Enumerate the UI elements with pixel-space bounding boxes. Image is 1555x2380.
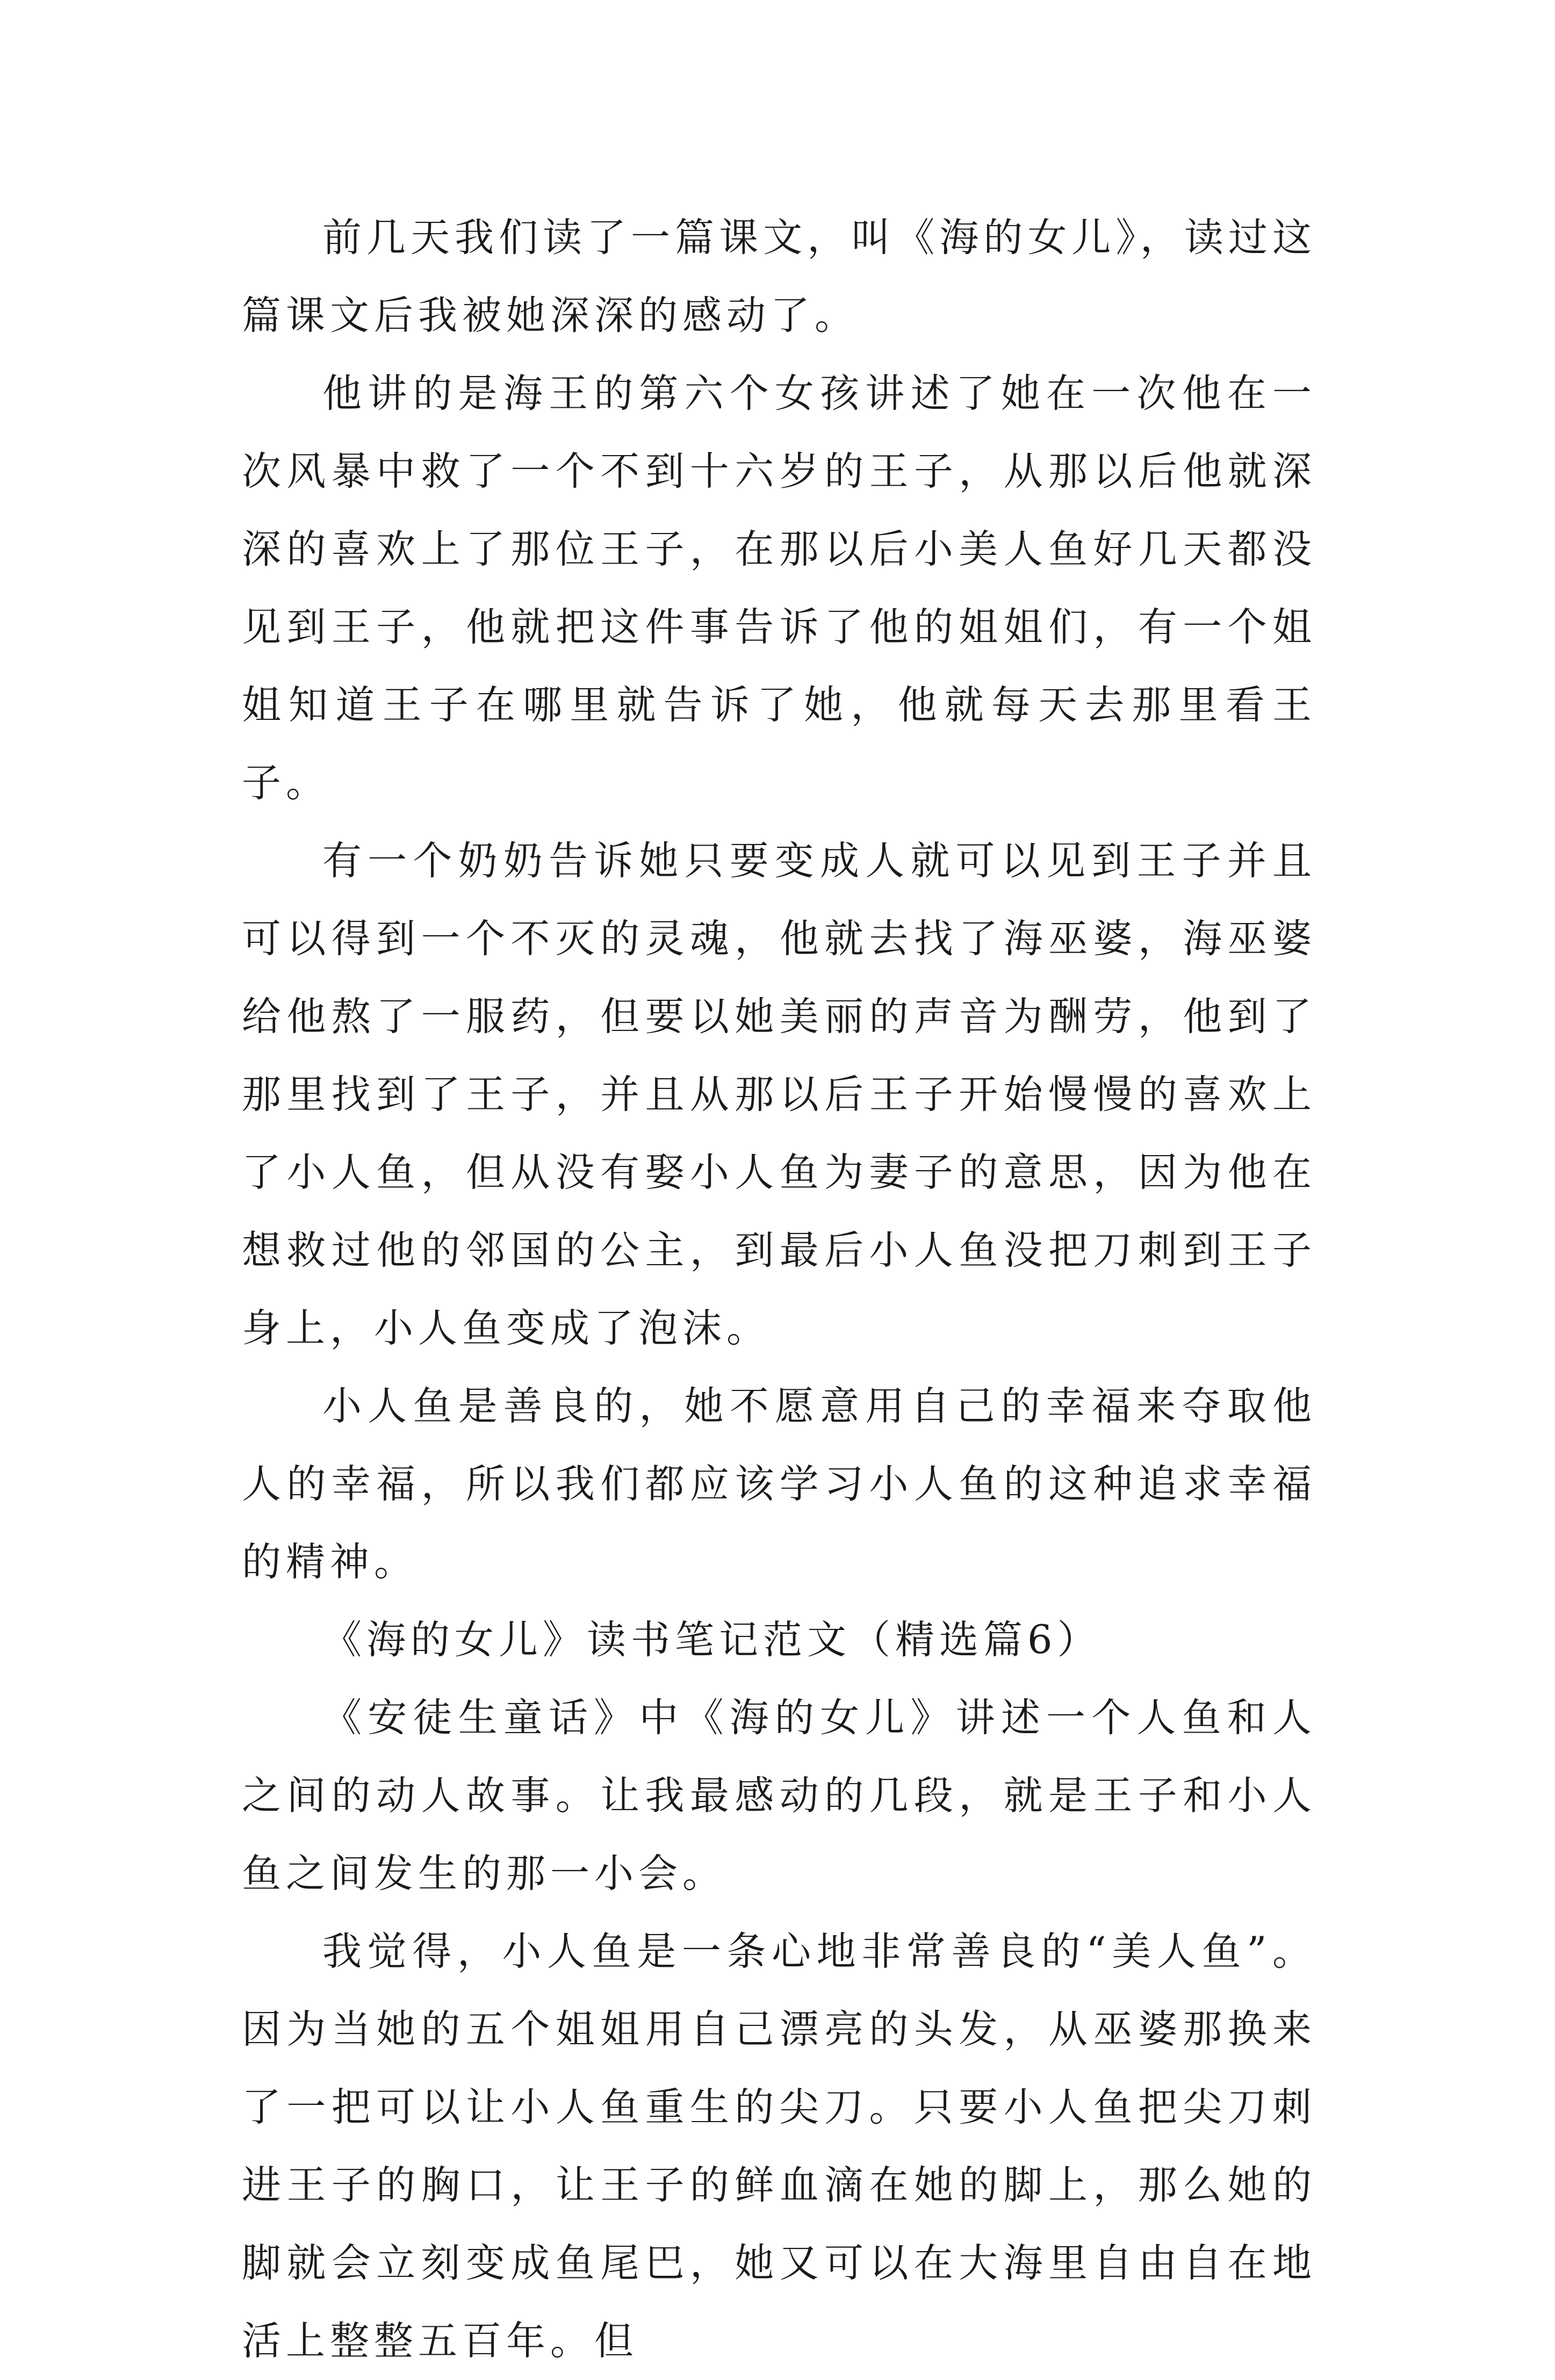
paragraph-6: 《安徒生童话》中《海的女儿》讲述一个人鱼和人之间的动人故事。让我最感动的几段，就是王子和小人鱼之间发生的那一小会。: [242, 1695, 1316, 1896]
paragraph-7: 我觉得，小人鱼是一条心地非常善良的“美人鱼”。因为当她的五个姐姐用自己漂亮的头发，从巫婆那换来了一把可以让小人鱼重生的尖刀。只要小人鱼把尖刀刺进王子的胸口，让王子的鲜血滴在她的脚上，那么她的脚就会立刻变成鱼尾巴，她又可以在大海里自由自在地活上整整五百年。但: [242, 1929, 1316, 2364]
section-heading: 《海的女儿》读书笔记范文（精选篇6）: [322, 1617, 1102, 1663]
paragraph-3: 有一个奶奶告诉她只要变成人就可以见到王子并且可以得到一个不灭的灵魂，他就去找了海巫婆，海巫婆给他熬了一服药，但要以她美丽的声音为酬劳，他到了那里找到了王子，并且从那以后王子开始慢慢的喜欢上了小人鱼，但从没有娶小人鱼为妻子的意思，因为他在想救过他的邻国的公主，到最后小人鱼没把刀刺到王子身上，小人鱼变成了泡沫。: [242, 838, 1316, 1351]
paragraph-2: 他讲的是海王的第六个女孩讲述了她在一次他在一次风暴中救了一个不到十六岁的王子，从那以后他就深深的喜欢上了那位王子，在那以后小美人鱼好几天都没见到王子，他就把这件事告诉了他的姐姐们，有一个姐姐知道王子在哪里就告诉了她，他就每天去那里看王子。: [242, 371, 1316, 806]
document-body: [242, 199, 1316, 2380]
paragraph-1: 前几天我们读了一篇课文，叫《海的女儿》，读过这篇课文后我被她深深的感动了。: [242, 215, 1316, 338]
paragraph-4: 小人鱼是善良的，她不愿意用自己的幸福来夺取他人的幸福，所以我们都应该学习小人鱼的这种追求幸福的精神。: [242, 1383, 1316, 1585]
